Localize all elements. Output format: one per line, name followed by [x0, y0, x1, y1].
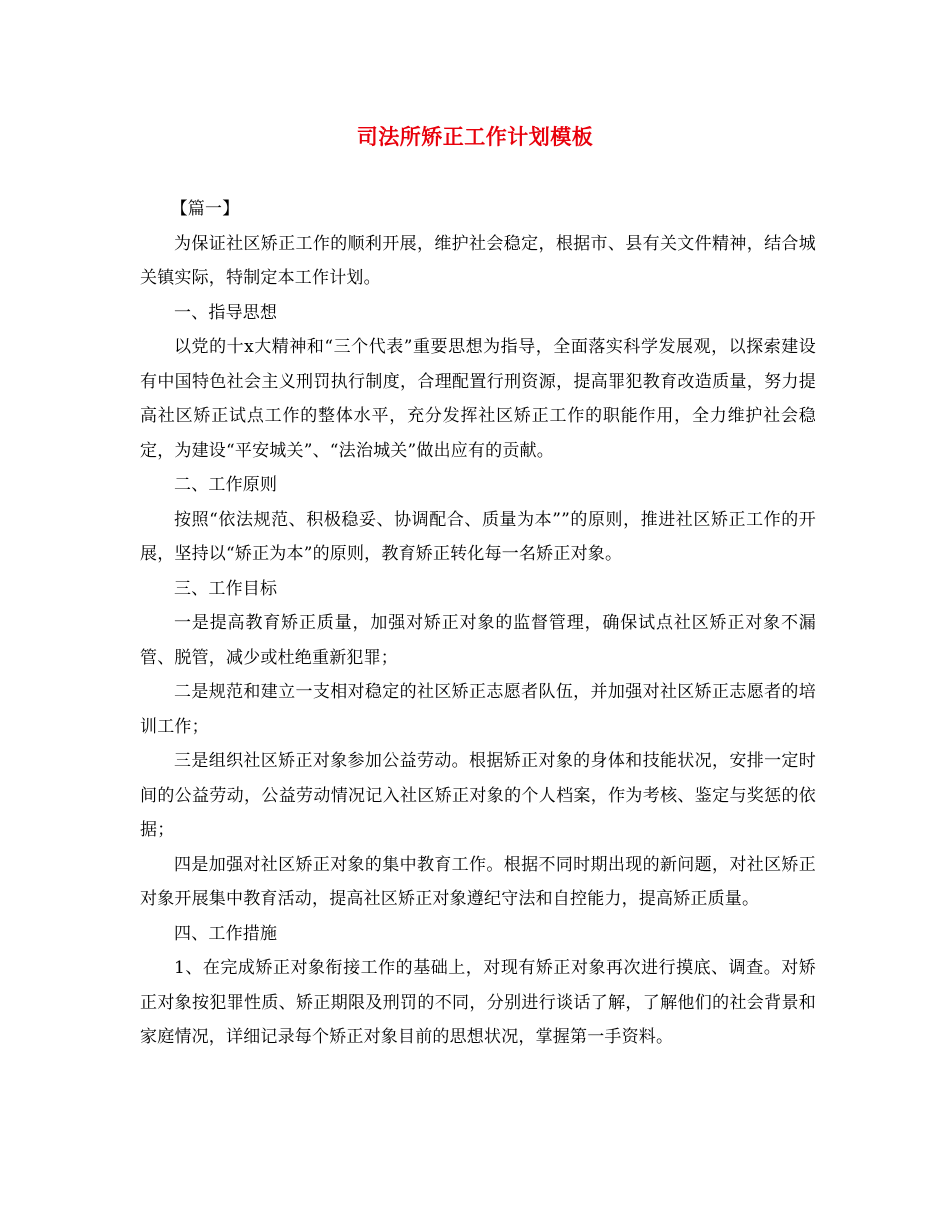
body-paragraph: 四是加强对社区矫正对象的集中教育工作。根据不同时期出现的新问题，对社区矫正对象开展集中教育活动，提高社区矫正对象遵纪守法和自控能力，提高矫正质量。: [140, 854, 816, 909]
body-paragraph: 二是规范和建立一支相对稳定的社区矫正志愿者队伍，并加强对社区矫正志愿者的培训工作；: [140, 682, 816, 737]
body-paragraph: 1、在完成矫正对象衔接工作的基础上，对现有矫正对象再次进行摸底、调查。对矫正对象按犯罪性质、矫正期限及刑罚的不同，分别进行谈话了解，了解他们的社会背景和家庭情况，详细记录每个矫正对象目前的思想状况，掌握第一手资料。: [140, 958, 816, 1047]
body-paragraph: 为保证社区矫正工作的顺利开展，维护社会稳定，根据市、县有关文件精神，结合城关镇实际，特制定本工作计划。: [140, 233, 816, 288]
body-paragraph: 一是提高教育矫正质量，加强对矫正对象的监督管理，确保试点社区矫正对象不漏管、脱管，减少或杜绝重新犯罪；: [140, 613, 816, 668]
section-heading: 二、工作原则: [174, 475, 278, 495]
section-heading: 三、工作目标: [174, 578, 278, 599]
document-title: 司法所矫正工作计划模板: [356, 124, 594, 149]
body-paragraph: 以党的十x大精神和“三个代表”重要思想为指导，全面落实科学发展观，以探索建设有中国特色社会主义刑罚执行制度，合理配置行刑资源，提高罪犯教育改造质量，努力提高社区矫正试点工作的整体水平，充分发挥社区矫正工作的职能作用，全力维护社会稳定，为建设“平安城关”、“法治城关”做出应有的贡献。: [140, 337, 816, 461]
body-paragraph: 按照“依法规范、积极稳妥、协调配合、质量为本””的原则，推进社区矫正工作的开展，坚持以“矫正为本”的原则，教育矫正转化每一名矫正对象。: [140, 509, 816, 564]
section-heading: 一、指导思想: [174, 302, 278, 323]
document-body: [140, 192, 816, 1055]
section-heading: 四、工作措施: [174, 923, 278, 944]
body-paragraph: 三是组织社区矫正对象参加公益劳动。根据矫正对象的身体和技能状况，安排一定时间的公益劳动，公益劳动情况记入社区矫正对象的个人档案，作为考核、鉴定与奖惩的依据；: [140, 751, 816, 840]
section-label: 【篇一】: [170, 199, 240, 219]
